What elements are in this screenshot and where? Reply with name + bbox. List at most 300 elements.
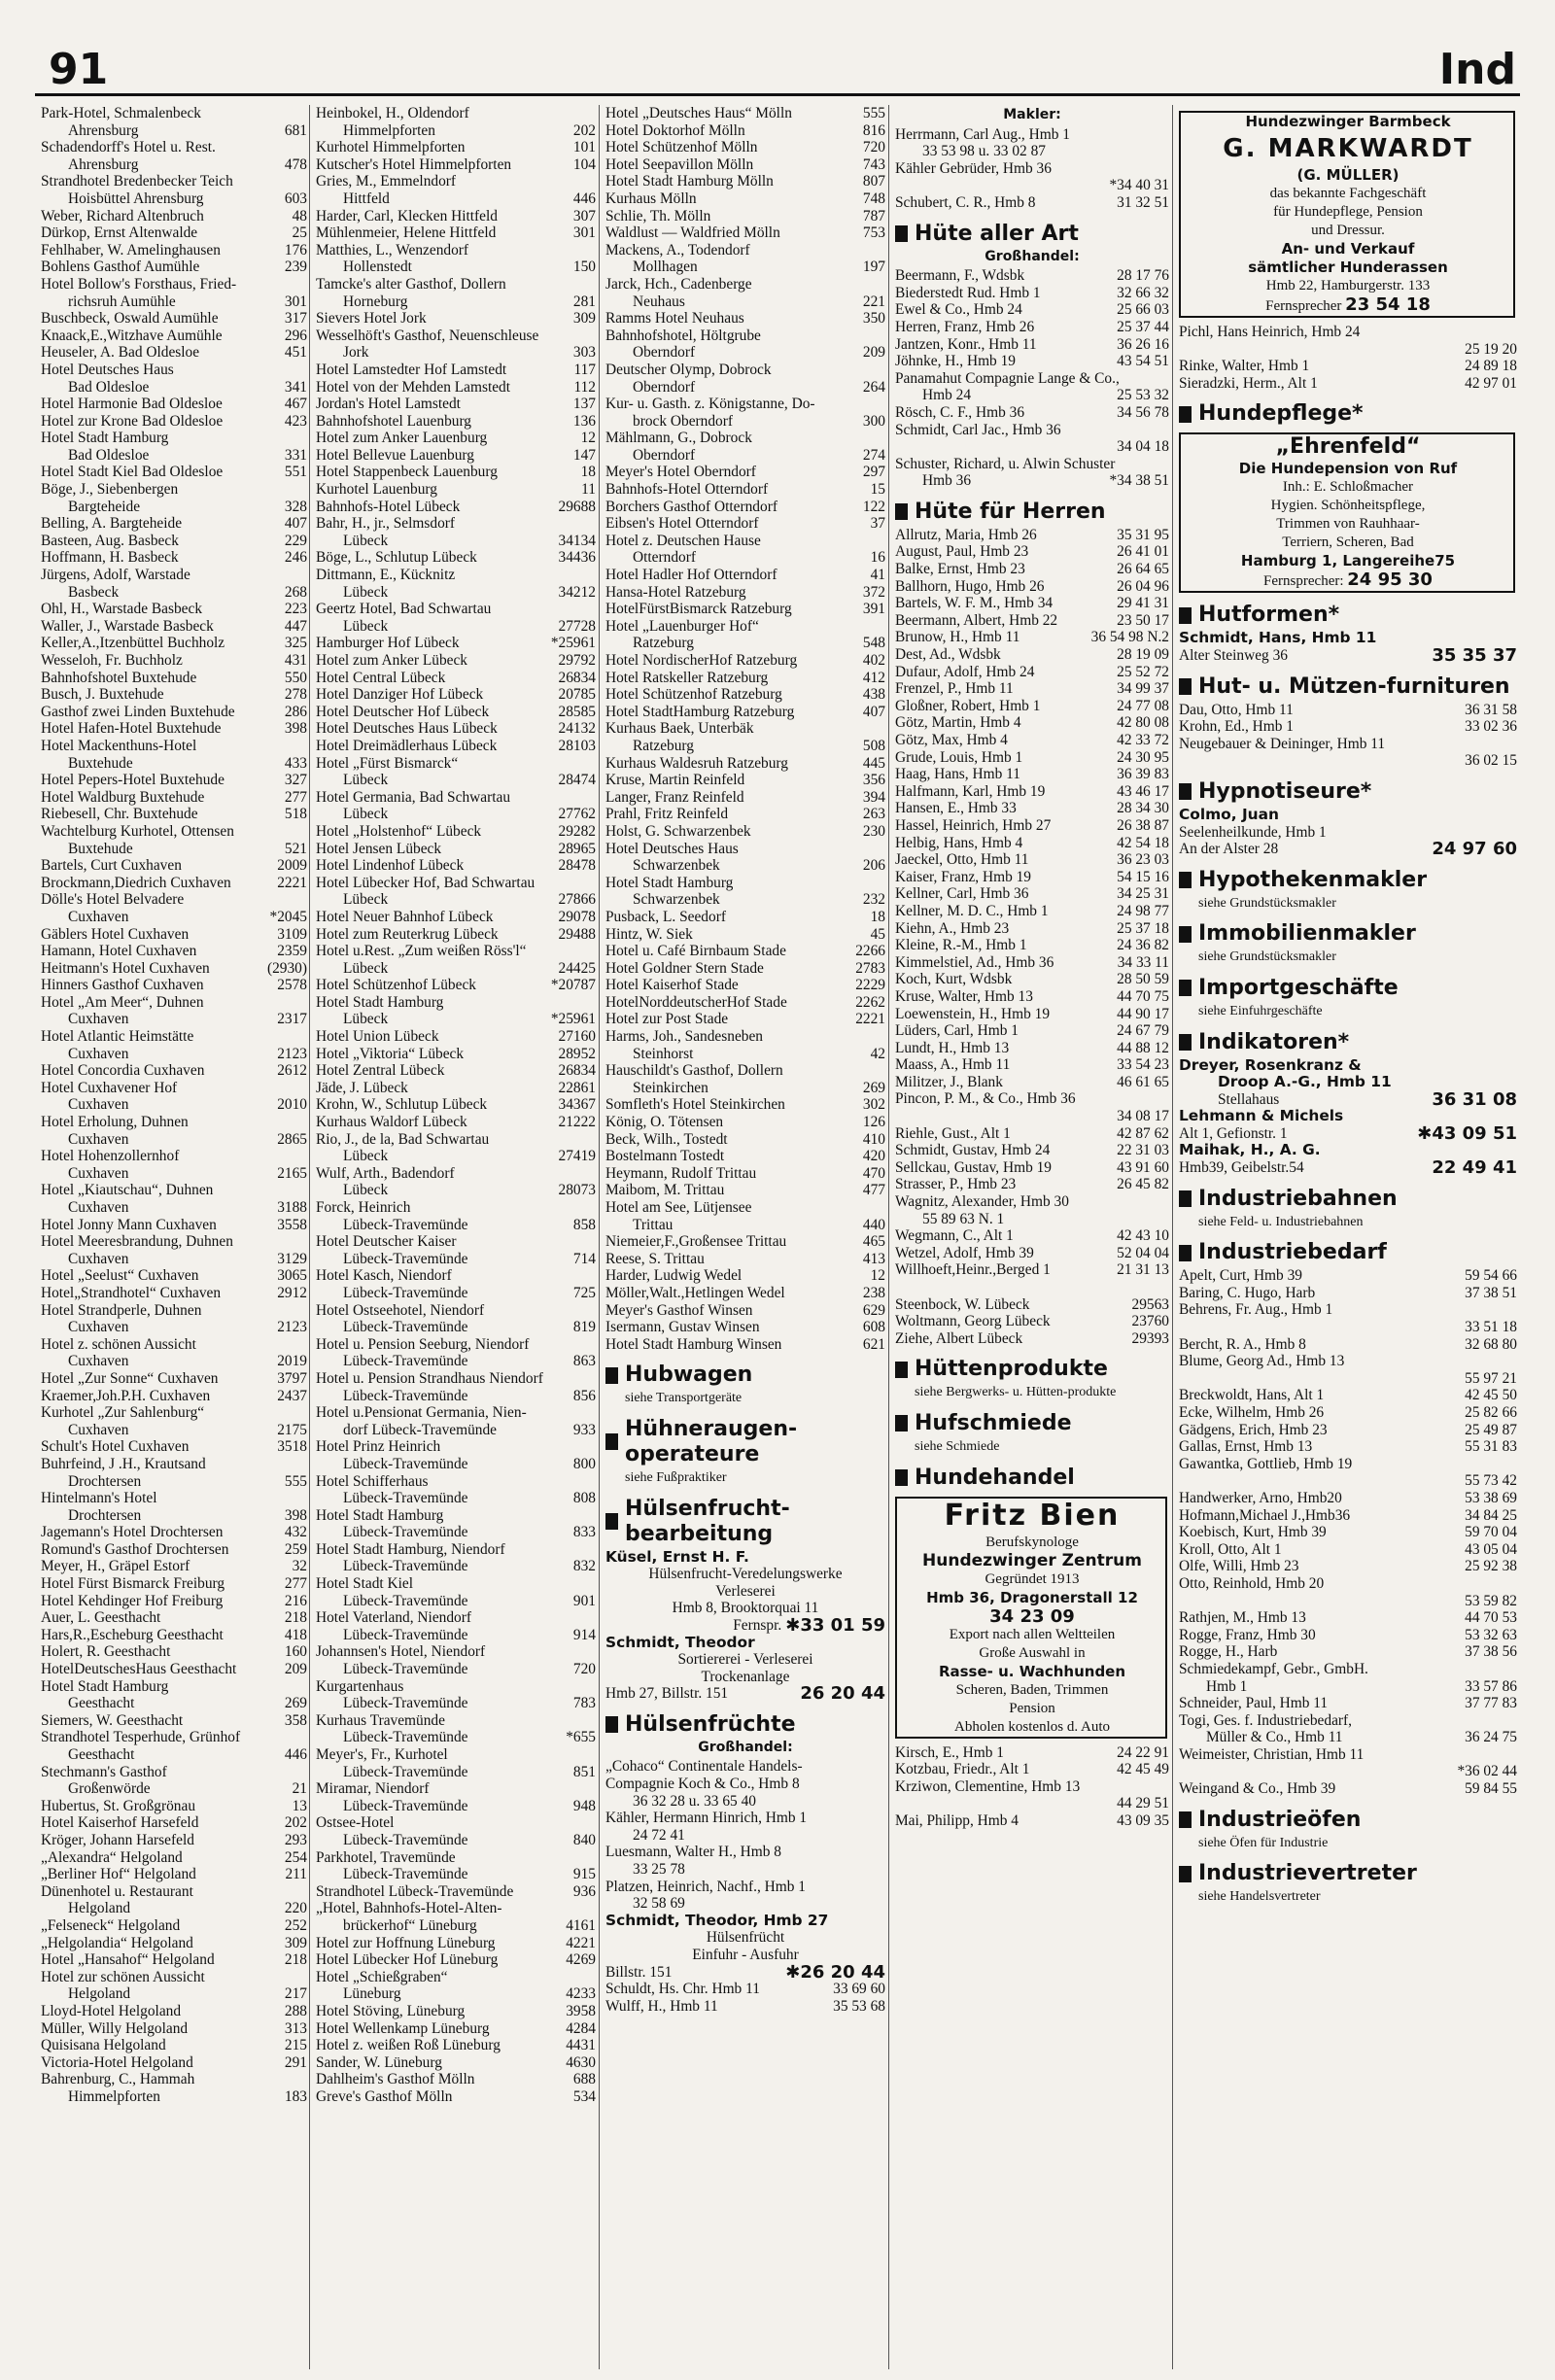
directory-entry (605, 310, 885, 328)
entry-phone (592, 1900, 596, 1917)
entry-name (1206, 1319, 1461, 1336)
entry-name: Steinkirchen (633, 1079, 708, 1096)
entry-name: Hotel Doktorhof Mölln (605, 121, 745, 139)
directory-entry (41, 1746, 307, 1764)
entry-name: Schuster, Richard, u. Alwin Schuster (895, 455, 1116, 472)
directory-entry (895, 1056, 1169, 1074)
directory-entry (1179, 341, 1517, 359)
entry-phone: 29688 (558, 498, 596, 515)
directory-entry (41, 156, 307, 174)
entry-name: Buschbeck, Oswald Aumühle (41, 310, 219, 328)
directory-entry (41, 2003, 307, 2020)
directory-entry (1179, 1490, 1517, 1507)
entry-phone: 25 37 44 (1117, 318, 1169, 335)
column-5 (1172, 105, 1521, 2369)
entry-name: Schubert, C. R., Hmb 8 (895, 193, 1036, 211)
ad-line: Berufskynologe (985, 1534, 1079, 1550)
entry-phone: 21 31 13 (1117, 1261, 1169, 1279)
entry-phone: 2865 (277, 1130, 307, 1148)
entry-name: Götz, Martin, Hmb 4 (895, 714, 1021, 732)
entry-phone (592, 1712, 596, 1730)
entry-phone: 341 (284, 378, 307, 396)
entry-phone: *25961 (550, 1011, 596, 1028)
directory-entry (316, 1935, 596, 1952)
entry-phone (592, 328, 596, 345)
section-hypothekenmakler: Hypothekenmakler (1173, 868, 1521, 893)
phone-line: An der Alster 28 24 97 60 (1179, 839, 1517, 860)
entry-phone: 24132 (558, 720, 596, 738)
entry-phone (303, 2071, 307, 2088)
directory-entry (41, 533, 307, 550)
directory-entry (41, 1182, 307, 1199)
entry-phone: 137 (572, 396, 596, 413)
entry-name: Hotel Schützenhof Lübeck (316, 977, 476, 994)
column-1-list (35, 105, 311, 2105)
entry-name: Hars,R.,Escheburg Geesthacht (41, 1626, 224, 1643)
entry-name: Lübeck (343, 959, 389, 977)
directory-entry (605, 755, 885, 773)
entry-phone: 534 (572, 2087, 596, 2105)
entry-name: Hotel Pepers-Hotel Buxtehude (41, 772, 225, 789)
entry-name: Heuseler, A. Bad Oldesloe (41, 344, 200, 362)
entry-name: Hotel Harmonie Bad Oldesloe (41, 396, 223, 413)
section-industriebedarf: Industriebedarf (1173, 1240, 1521, 1265)
entry-phone: 3518 (277, 1438, 307, 1456)
ad-owner: (G. MÜLLER) (1296, 166, 1400, 184)
entry-phone: 2229 (855, 977, 885, 994)
entry-name: Cuxhaven (68, 1199, 129, 1216)
subheading: Großhandel: (698, 1739, 793, 1755)
entry-phone: 43 09 35 (1117, 1811, 1169, 1829)
entry-phone: 901 (572, 1592, 596, 1609)
column-3 (599, 105, 889, 2369)
entry-phone: 53 59 82 (1465, 1592, 1517, 1609)
section-hundehandel: Hundehandel (889, 1466, 1173, 1491)
directory-entry (41, 1951, 307, 1969)
entry-name: Hotel Hafen-Hotel Buxtehude (41, 720, 222, 738)
directory-entry (895, 680, 1169, 698)
page-title: Ind (1438, 45, 1516, 94)
entry-phone (592, 1969, 596, 1986)
entry-name: Rösch, C. F., Hmb 36 (895, 403, 1025, 421)
entry-name: Behrens, Fr. Aug., Hmb 1 (1179, 1301, 1333, 1319)
ad-phone-line: Fernsprecher 23 54 18 (1265, 294, 1431, 315)
directory-entry (1179, 1729, 1517, 1746)
entry-phone: 807 (862, 173, 885, 190)
entry-phone: 3188 (277, 1199, 307, 1216)
entry-name: Hotel Stöving, Lüneburg (316, 2002, 466, 2019)
directory-entry (41, 224, 307, 242)
entry-phone: 35 53 68 (833, 1997, 885, 2015)
directory-entry (895, 664, 1169, 681)
entry-name: brückerhof“ Lüneburg (343, 1916, 477, 1934)
entry-phone: 2123 (277, 1045, 307, 1062)
entry-phone: 470 (862, 1164, 885, 1182)
directory-entry (41, 1712, 307, 1730)
ad-line: An- und Verkauf (1281, 240, 1415, 258)
entry-name: Lübeck (343, 1011, 389, 1028)
entry-name: Bohlens Gasthof Aumühle (41, 259, 200, 276)
entry-phone: 23 50 17 (1117, 611, 1169, 629)
entry-phone (592, 875, 596, 892)
entry-phone: 32 66 32 (1117, 284, 1169, 301)
entry-phone: 296 (284, 327, 307, 344)
entry-phone: 21 (292, 1780, 307, 1798)
entry-phone: 26 04 96 (1117, 577, 1169, 595)
entry-phone: 246 (284, 549, 307, 567)
firm-name: Schmidt, Theodor, Hmb 27 (605, 1911, 829, 1929)
directory-entry (316, 1062, 596, 1080)
entry-name: Lübeck (343, 583, 389, 601)
entry-phone: 59 54 66 (1465, 1267, 1517, 1285)
directory-entry (895, 903, 1169, 920)
directory-entry (316, 2020, 596, 2038)
directory-entry (895, 800, 1169, 817)
entry-name: Cuxhaven (68, 1096, 129, 1114)
directory-entry (316, 909, 596, 926)
entry-phone: 42 97 01 (1465, 374, 1517, 392)
entry-name: Hotel Lindenhof Lübeck (316, 857, 465, 875)
entry-name: Götz, Max, Hmb 4 (895, 732, 1008, 748)
section-hundepflege: Hundepflege* (1173, 401, 1521, 427)
entry-phone: 217 (284, 1985, 307, 2003)
entry-phone (881, 1879, 885, 1896)
entry-phone: 297 (862, 464, 885, 481)
entry-phone: 44 29 51 (1117, 1795, 1169, 1812)
entry-name: Böge, J., Siebenbergen (41, 481, 179, 499)
directory-entry (316, 139, 596, 156)
directory-entry (41, 1524, 307, 1541)
entry-name: Cuxhaven (68, 908, 129, 925)
directory-entry (41, 1251, 307, 1268)
entry-name: Niemeier,F.,Großensee Trittau (605, 1233, 787, 1251)
entry-name: „Berliner Hof“ Helgoland (41, 1866, 196, 1883)
directory-entry (605, 1011, 885, 1028)
directory-entry (41, 1490, 307, 1507)
column-1 (35, 105, 311, 2369)
directory-entry (605, 1062, 885, 1080)
square-bullet-icon (1179, 926, 1192, 943)
entry-name: Dünenhotel u. Restaurant (41, 1882, 193, 1900)
phone-line: Hmb39, Geibelstr.54 22 49 41 (1179, 1157, 1517, 1179)
entry-phone: 37 38 51 (1465, 1284, 1517, 1301)
entry-name: Lübeck-Travemünde (343, 1626, 468, 1643)
directory-entry (605, 328, 885, 345)
directory-entry (605, 293, 885, 311)
entry-name: Kurhotel Lauenburg (316, 481, 437, 499)
entry-name: Hotel Lübecker Hof Lüneburg (316, 1951, 499, 1969)
entry-name: Olfe, Willi, Hmb 23 (1179, 1558, 1299, 1575)
directory-entry (605, 960, 885, 978)
entry-phone (592, 1643, 596, 1661)
entry-name: Bahnhofshotel, Höltgrube (605, 327, 761, 344)
entry-phone: 555 (862, 105, 885, 121)
directory-entry (316, 806, 596, 823)
entry-phone: 3558 (277, 1216, 307, 1233)
directory-entry (605, 789, 885, 807)
entry-phone: 413 (862, 1250, 885, 1267)
directory-entry (605, 1251, 885, 1268)
entry-phone: 402 (862, 652, 885, 669)
directory-entry (41, 1695, 307, 1712)
entry-phone (592, 994, 596, 1012)
directory-entry (316, 670, 596, 687)
entry-name: Kurhaus Waldesruh Ratzeburg (605, 754, 788, 772)
entry-name: Bahnhofshotel Buxtehude (41, 669, 197, 686)
directory-entry (605, 1998, 885, 2016)
entry-name: Hamburger Hof Lübeck (316, 635, 460, 652)
directory-entry (605, 584, 885, 602)
entry-phone (303, 1028, 307, 1046)
entry-name: Kutscher's Hotel Himmelpforten (316, 155, 512, 173)
directory-entry (895, 1090, 1169, 1108)
directory-entry (41, 1165, 307, 1183)
entry-name: Hotel Deutsches Haus (41, 361, 174, 378)
entry-name: 36 32 28 u. 33 65 40 (633, 1792, 756, 1810)
entry-phone: 34 33 11 (1117, 953, 1169, 971)
directory-entry (41, 670, 307, 687)
entry-name: Luesmann, Walter H., Hmb 8 (605, 1844, 781, 1861)
directory-entry (605, 1267, 885, 1285)
entry-phone: 15 (870, 481, 885, 499)
entry-name: Lübeck-Travemünde (343, 1729, 468, 1746)
entry-name: Müller, Willy Helgoland (41, 2019, 189, 2037)
entry-name: Neuhaus (633, 293, 685, 310)
entry-phone: 18 (870, 908, 885, 925)
ad-line: und Dressur. (1311, 223, 1385, 238)
directory-entry (895, 698, 1169, 715)
entry-phone: 398 (284, 1506, 307, 1524)
entry-name: Herrmann, Carl Aug., Hmb 1 (895, 125, 1070, 143)
entry-phone: 440 (862, 1216, 885, 1233)
square-bullet-icon (1179, 1866, 1192, 1882)
directory-entry (41, 1866, 307, 1883)
square-bullet-icon (1179, 678, 1192, 695)
entry-name: Kurhotel „Zur Sahlenburg“ (41, 1404, 205, 1422)
directory-entry (41, 344, 307, 362)
entry-phone: 26 41 01 (1117, 543, 1169, 561)
directory-entry (41, 823, 307, 841)
ad-line: Rasse- u. Wachhunden (938, 1662, 1126, 1680)
directory-entry (316, 891, 596, 909)
directory-entry (41, 499, 307, 516)
entry-phone: 327 (284, 772, 307, 789)
entry-phone: 218 (284, 1609, 307, 1627)
entry-phone: 59 70 04 (1465, 1524, 1517, 1541)
entry-name: Hotel Mackenthuns-Hotel (41, 737, 197, 754)
directory-entry (41, 1969, 307, 1986)
directory-entry (41, 1832, 307, 1849)
entry-phone: 301 (572, 224, 596, 242)
directory-entry (41, 328, 307, 345)
entry-name: Haag, Hans, Hmb 11 (895, 766, 1020, 783)
entry-phone (592, 1233, 596, 1251)
entry-phone: 24 67 79 (1117, 1022, 1169, 1040)
entry-phone: 465 (862, 1233, 885, 1251)
entry-phone: 2010 (277, 1096, 307, 1114)
entry-name: HotelNorddeutscherHof Stade (605, 993, 787, 1011)
entry-name: brock Oberndorf (633, 412, 733, 430)
entry-name (1206, 1763, 1453, 1780)
directory-entry (41, 413, 307, 431)
directory-entry (605, 1844, 885, 1861)
entry-phone (303, 1729, 307, 1746)
entry-phone: 2437 (277, 1387, 307, 1404)
see-reference: siehe Handelsvertreter (1198, 1889, 1321, 1905)
entry-phone: 21222 (558, 1114, 596, 1131)
entry-phone (303, 1969, 307, 1986)
entry-name: Lübeck-Travemünde (343, 1831, 468, 1848)
entry-phone: 221 (862, 293, 885, 310)
directory-entry (605, 1336, 885, 1354)
entry-name: Lübeck-Travemünde (343, 1661, 468, 1678)
entry-name: Hansa-Hotel Ratzeburg (605, 583, 746, 601)
square-bullet-icon (895, 1415, 908, 1431)
entry-phone: 33 69 60 (833, 1981, 885, 1998)
entry-name: Hoffmann, H. Basbeck (41, 549, 179, 567)
entry-phone (303, 1080, 307, 1097)
directory-entry (41, 190, 307, 208)
entry-phone (881, 618, 885, 636)
directory-entry (895, 937, 1169, 954)
entry-phone: 25 (292, 224, 307, 242)
directory-entry (895, 817, 1169, 835)
directory-entry (316, 1131, 596, 1149)
entry-name: „Felseneck“ Helgoland (41, 1916, 181, 1934)
entry-name: Johannsen's Hotel, Niendorf (316, 1643, 486, 1661)
entry-name: Auer, L. Geesthacht (41, 1609, 161, 1627)
entry-name: Otto, Reinhold, Hmb 20 (1179, 1574, 1325, 1592)
entry-name: Hotel Ostseehotel, Niendorf (316, 1301, 485, 1319)
directory-entry (41, 1046, 307, 1063)
entry-name: Jagemann's Hotel Drochtersen (41, 1524, 224, 1541)
entry-name: Hotel Goldner Stern Stade (605, 959, 764, 977)
entry-name: Gasthof zwei Linden Buxtehude (41, 703, 235, 720)
entry-phone: 24 89 18 (1465, 358, 1517, 375)
directory-entry (895, 1227, 1169, 1245)
entry-name: Hotel Schützenhof Ratzeburg (605, 686, 782, 704)
entry-phone: 24425 (558, 959, 596, 977)
entry-phone (592, 1575, 596, 1593)
directory-entry (316, 1336, 596, 1354)
entry-name: Balke, Ernst, Hmb 23 (895, 561, 1025, 578)
entry-phone: 281 (572, 293, 596, 310)
entry-name: Hotel NordischerHof Ratzeburg (605, 652, 798, 669)
entry-name: Mackens, A., Todendorf (605, 241, 750, 259)
ad-ehrenfeld (1179, 432, 1515, 593)
entry-phone (881, 1758, 885, 1776)
entry-phone: 44 90 17 (1117, 1005, 1169, 1022)
directory-entry (316, 584, 596, 602)
directory-entry (316, 1080, 596, 1097)
section-hubwagen: Hubwagen (600, 1362, 889, 1388)
directory-entry (41, 1285, 307, 1302)
entry-name: Meyer's Gasthof Winsen (605, 1301, 753, 1319)
entry-name: Gries, M., Emmelndorf (316, 173, 457, 190)
entry-name: Wegmann, C., Alt 1 (895, 1227, 1014, 1245)
section-huete-fuer-herren: Hüte für Herren (889, 500, 1173, 525)
directory-entry (895, 1744, 1169, 1762)
entry-name: Breckwoldt, Hans, Alt 1 (1179, 1387, 1325, 1404)
directory-entry (316, 259, 596, 276)
directory-entry (316, 2088, 596, 2106)
entry-name: Hauschildt's Gasthof, Dollern (605, 1062, 783, 1080)
entry-name: Ratzeburg (633, 737, 694, 754)
entry-phone: 37 38 56 (1465, 1643, 1517, 1661)
directory-entry (605, 1810, 885, 1827)
directory-entry (1179, 1712, 1517, 1730)
ad-line: Scheren, Baden, Trimmen (955, 1681, 1109, 1698)
directory-entry (895, 1313, 1169, 1330)
entry-phone: 13 (292, 1797, 307, 1814)
directory-entry (41, 481, 307, 499)
entry-name: Hotel u. Pension Strandhaus Niendorf (316, 1369, 543, 1387)
directory-entry (1179, 358, 1517, 375)
entry-phone (881, 1810, 885, 1827)
entry-name: Apelt, Curt, Hmb 39 (1179, 1267, 1302, 1285)
entry-phone: 29792 (558, 652, 596, 669)
entry-name: Hotel Jonny Mann Cuxhaven (41, 1216, 217, 1233)
entry-name (1206, 1370, 1461, 1388)
directory-entry (41, 1336, 307, 1354)
entry-name: Keller,A.,Itzenbüttel Buchholz (41, 635, 225, 652)
entry-phone: 41 (870, 567, 885, 584)
directory-entry (41, 1096, 307, 1114)
entry-name: Lübeck-Travemünde (343, 1524, 468, 1541)
entry-name: Hinners Gasthof Cuxhaven (41, 977, 204, 994)
entry-phone: 720 (862, 139, 885, 156)
square-bullet-icon (1179, 607, 1192, 624)
entry-name: Ratzeburg (633, 635, 694, 652)
entry-name: Cuxhaven (68, 1319, 129, 1336)
directory-entry (41, 738, 307, 755)
entry-phone: 325 (284, 635, 307, 652)
entry-phone: 264 (862, 378, 885, 396)
entry-phone: 53 38 69 (1465, 1489, 1517, 1506)
directory-entry (605, 994, 885, 1012)
entry-phone (1165, 422, 1169, 439)
entry-name: Grude, Louis, Hmb 1 (895, 748, 1023, 766)
entry-name: Cuxhaven (68, 1421, 129, 1438)
entry-phone (592, 755, 596, 773)
entry-phone: 34134 (558, 532, 596, 549)
directory-entry (316, 652, 596, 670)
entry-name: Wagnitz, Alexander, Hmb 30 (895, 1193, 1069, 1211)
directory-entry (605, 943, 885, 960)
entry-phone: 218 (284, 1951, 307, 1969)
entry-name: Romund's Gasthof Drochtersen (41, 1540, 229, 1558)
firm-name: Schmidt, Theodor (605, 1633, 755, 1651)
entry-phone (592, 1131, 596, 1149)
entry-phone: *25961 (550, 635, 596, 652)
entry-name: Hintz, W. Siek (605, 925, 693, 943)
entry-name: Lübeck-Travemünde (343, 1216, 468, 1233)
directory-entry (316, 704, 596, 721)
entry-phone: 202 (284, 1814, 307, 1832)
directory-entry (605, 857, 885, 875)
entry-phone (881, 276, 885, 293)
entry-phone: 3797 (277, 1369, 307, 1387)
directory-entry (41, 943, 307, 960)
entry-phone (592, 1814, 596, 1832)
entry-phone: 350 (862, 310, 885, 328)
entry-name: Hotel Stadt Kiel Bad Oldesloe (41, 464, 224, 481)
entry-phone: 36 54 98 N.2 (1090, 629, 1169, 646)
directory-entry (316, 1849, 596, 1867)
entry-phone: 44 70 53 (1465, 1609, 1517, 1627)
directory-entry (605, 686, 885, 704)
entry-phone: 445 (862, 754, 885, 772)
